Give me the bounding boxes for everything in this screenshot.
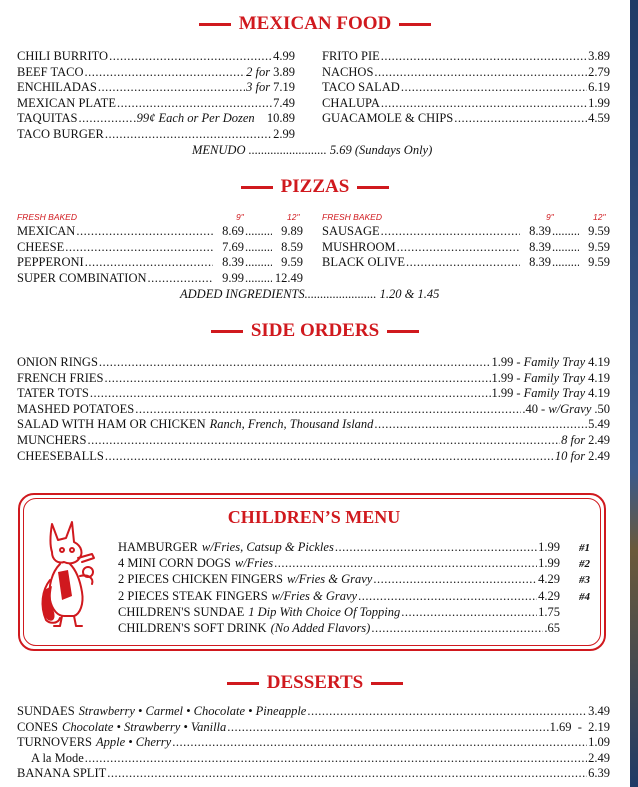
menu-item: CHEESE ..... 7.69 ..... 8.59 (17, 240, 303, 256)
fresh-baked-label: FRESH BAKED (322, 212, 382, 222)
menu-item: SUPER COMBINATION ..... 9.99 ..... 12.49 (17, 271, 303, 287)
menu-item: GUACAMOLE & CHIPS ..... 4.59 (322, 111, 610, 127)
menu-item: MASHED POTATOES ..... .40 - w/Gravy .50 (17, 402, 610, 418)
size-12-label: 12" (593, 212, 606, 222)
menu-item: TAQUITAS ..... .99¢ Each or Per Dozen 10.89 (17, 111, 295, 127)
menu-item: MEXICAN PLATE ..... 7.49 (17, 96, 295, 112)
size-9-label: 9" (546, 212, 554, 222)
menu-item: PEPPERONI ..... 8.39 ..... 9.59 (17, 255, 303, 271)
menu-item: A la Mode ..... 2.49 (17, 751, 610, 767)
side-orders-list (17, 355, 610, 464)
mexican-right-column (322, 49, 610, 127)
menu-item: TACO SALAD ..... 6.19 (322, 80, 610, 96)
menu-item: MUNCHERS ..... 8 for 2.49 (17, 433, 610, 449)
menu-item: 4 MINI CORN DOGS w/Fries ..... 1.99 #2 (118, 555, 590, 571)
childrens-menu-list (118, 539, 590, 636)
fresh-baked-label: FRESH BAKED (17, 212, 77, 222)
size-12-label: 12" (287, 212, 300, 222)
menu-item: CONES Chocolate • Strawberry • Vanilla ..... 1.69 - 2.19 (17, 720, 610, 736)
mexican-left-column (17, 49, 295, 143)
menu-item: CHILDREN'S SUNDAE 1 Dip With Choice Of Topping ..... 1.75 (118, 604, 590, 620)
added-ingredients-note: ADDED INGREDIENTS....................... 1.20 & 1.45 (180, 287, 440, 301)
menu-item: BEEF TACO ..... 2 for 3.89 (17, 65, 295, 81)
menu-item: TATER TOTS ..... 1.99 - Family Tray 4.19 (17, 386, 610, 402)
menu-item: CHILI BURRITO ..... 4.99 (17, 49, 295, 65)
menu-item: 2 PIECES CHICKEN FINGERS w/Fries & Gravy ..... 4.29 #3 (118, 571, 590, 587)
menu-item: MEXICAN ..... 8.69 ..... 9.89 (17, 224, 303, 240)
menu-item: ENCHILADAS ..... 3 for 7.19 (17, 80, 295, 96)
menu-item: MUSHROOM ..... 8.39 ..... 9.59 (322, 240, 610, 256)
menu-item: TURNOVERS Apple • Cherry ..... 1.09 (17, 735, 610, 751)
desserts-heading: DESSERTS (0, 672, 630, 694)
menu-item: SAUSAGE ..... 8.39 ..... 9.59 (322, 224, 610, 240)
mexican-food-heading: MEXICAN FOOD (0, 13, 630, 35)
menu-item: TACO BURGER ..... 2.99 (17, 127, 295, 143)
side-orders-heading: SIDE ORDERS (0, 320, 630, 342)
menudo-note: MENUDO ......................... 5.69 (Sundays Only) (192, 143, 433, 157)
pizzas-heading: PIZZAS (0, 176, 630, 198)
menu-item: SUNDAES Strawberry • Carmel • Chocolate • Pineapple ..... 3.49 (17, 704, 610, 720)
menu-item: HAMBURGER w/Fries, Catsup & Pickles ..... 1.99 #1 (118, 539, 590, 555)
menu-item: FRENCH FRIES ..... 1.99 - Family Tray 4.19 (17, 371, 610, 387)
menu-item: NACHOS ..... 2.79 (322, 65, 610, 81)
menu-item: SALAD WITH HAM OR CHICKEN Ranch, French, Thousand Island ..... 5.49 (17, 417, 610, 433)
pizzas-right-column (322, 224, 610, 271)
menu-item: CHILDREN'S SOFT DRINK (No Added Flavors) ..... .65 (118, 620, 590, 636)
size-9-label: 9" (236, 212, 244, 222)
pizzas-left-column (17, 224, 303, 286)
fox-mascot-icon (38, 520, 100, 628)
background-edge (630, 0, 638, 787)
desserts-list (17, 704, 610, 782)
menu-item: FRITO PIE ..... 3.89 (322, 49, 610, 65)
childrens-menu-heading: CHILDREN’S MENU (227, 507, 401, 527)
menu-item: CHEESEBALLS ..... 10 for 2.49 (17, 449, 610, 465)
menu-item: CHALUPA ..... 1.99 (322, 96, 610, 112)
menu-item: BLACK OLIVE ..... 8.39 ..... 9.59 (322, 255, 610, 271)
menu-item: BANANA SPLIT ..... 6.39 (17, 766, 610, 782)
menu-item: 2 PIECES STEAK FINGERS w/Fries & Gravy ..... 4.29 #4 (118, 588, 590, 604)
menu-item: ONION RINGS ..... 1.99 - Family Tray 4.19 (17, 355, 610, 371)
